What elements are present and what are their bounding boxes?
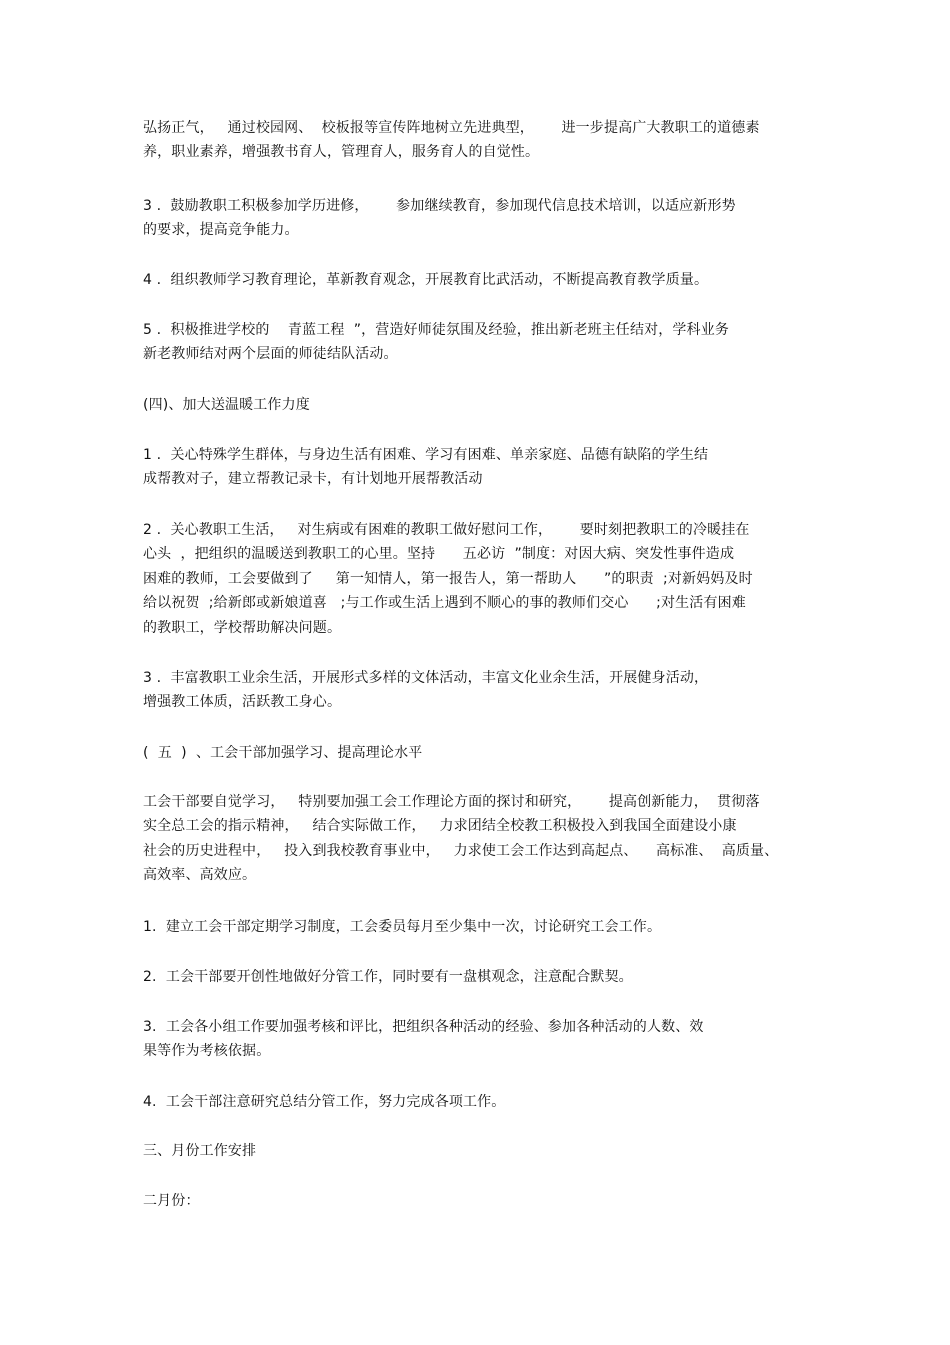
text-line: 2. 工会干部要开创性地做好分管工作，同时要有一盘棋观念，注意配合默契。 <box>143 969 633 985</box>
section-heading <box>143 393 815 417</box>
text-line: 1. 建立工会干部定期学习制度，工会委员每月至少集中一次，讨论研究工会工作。 <box>143 919 662 935</box>
text-line: 养，职业素养，增强教书育人，管理育人，服务育人的自觉性。 <box>143 144 540 161</box>
paragraph <box>143 1090 815 1114</box>
text-line: 3. 工会各小组工作要加强考核和评比，把组织各种活动的经验、参加各种活动的人数、效 <box>143 1019 704 1035</box>
text-line: 4. 工会干部注意研究总结分管工作，努力完成各项工作。 <box>143 1094 506 1110</box>
paragraph <box>143 268 815 292</box>
section-heading <box>143 1189 815 1213</box>
text-line: 工会干部要自觉学习， 特别要加强工会工作理论方面的探讨和研究， 提高创新能力， 贯彻落 <box>143 794 760 810</box>
section-heading <box>143 741 815 765</box>
text-line: 的要求，提高竞争能力。 <box>143 222 299 239</box>
section-heading <box>143 1139 815 1163</box>
text-line: ( 五 ) 、工会干部加强学习、提高理论水平 <box>143 745 423 761</box>
text-line: 困难的教师，工会要做到了 第一知情人，第一报告人，第一帮助人 ”的职责 ;对新妈妈及时 <box>143 570 753 587</box>
text-line: 社会的历史进程中， 投入到我校教育事业中， 力求使工会工作达到高起点、 高标准、 高质量、 <box>143 842 779 859</box>
text-line: 成帮教对子，建立帮教记录卡，有计划地开展帮教活动 <box>143 471 483 488</box>
paragraph <box>143 915 815 939</box>
text-line: 增强教工体质，活跃教工身心。 <box>143 694 342 711</box>
text-line: 5 . 积极推进学校的 青蓝工程 ”，营造好师徒氛围及经验，推出新老班主任结对，学科业务 <box>143 322 730 338</box>
text-line: 新老教师结对两个层面的师徒结队活动。 <box>143 346 398 363</box>
text-line: 三、月份工作安排 <box>143 1143 257 1159</box>
text-line: 果等作为考核依据。 <box>143 1043 271 1060</box>
text-line: 心头 ，把组织的温暖送到教职工的心里。坚持 五必访 ”制度：对因大病、突发性事件造成 <box>143 546 735 563</box>
text-line: 4 . 组织教师学习教育理论，革新教育观念，开展教育比武活动，不断提高教育教学质量。 <box>143 272 709 288</box>
text-line: 2 . 关心教职工生活， 对生病或有困难的教职工做好慰问工作， 要时刻把教职工的冷暖挂在 <box>143 522 750 538</box>
text-line: 实全总工会的指示精神， 结合实际做工作， 力求团结全校教工积极投入到我国全面建设小康 <box>143 818 737 835</box>
paragraph <box>143 1015 815 1064</box>
paragraph <box>143 666 815 715</box>
paragraph <box>143 790 815 888</box>
text-line: 高效率、高效应。 <box>143 867 257 884</box>
text-line: 3 . 丰富教职工业余生活，开展形式多样的文体活动，丰富文化业余生活，开展健身活动， <box>143 670 709 686</box>
text-line: 3 . 鼓励教职工积极参加学历进修， 参加继续教育，参加现代信息技术培训，以适应新形势 <box>143 198 736 214</box>
paragraph <box>143 965 815 989</box>
text-line: 给以祝贺 ;给新郎或新娘道喜 ;与工作或生活上遇到不顺心的事的教师们交心 ;对生活有困难 <box>143 595 746 612</box>
paragraph <box>143 443 815 492</box>
paragraph <box>143 116 815 165</box>
text-line: (四)、加大送温暖工作力度 <box>143 397 310 413</box>
text-line: 弘扬正气， 通过校园网、 校板报等宣传阵地树立先进典型， 进一步提高广大教职工的道德素 <box>143 120 760 136</box>
text-line: 1 . 关心特殊学生群体，与身边生活有困难、学习有困难、单亲家庭、品德有缺陷的学生结 <box>143 447 709 463</box>
paragraph <box>143 518 815 640</box>
text-line: 的教职工，学校帮助解决问题。 <box>143 619 342 636</box>
paragraph <box>143 318 815 367</box>
paragraph <box>143 194 815 243</box>
text-line: 二月份： <box>143 1193 200 1209</box>
